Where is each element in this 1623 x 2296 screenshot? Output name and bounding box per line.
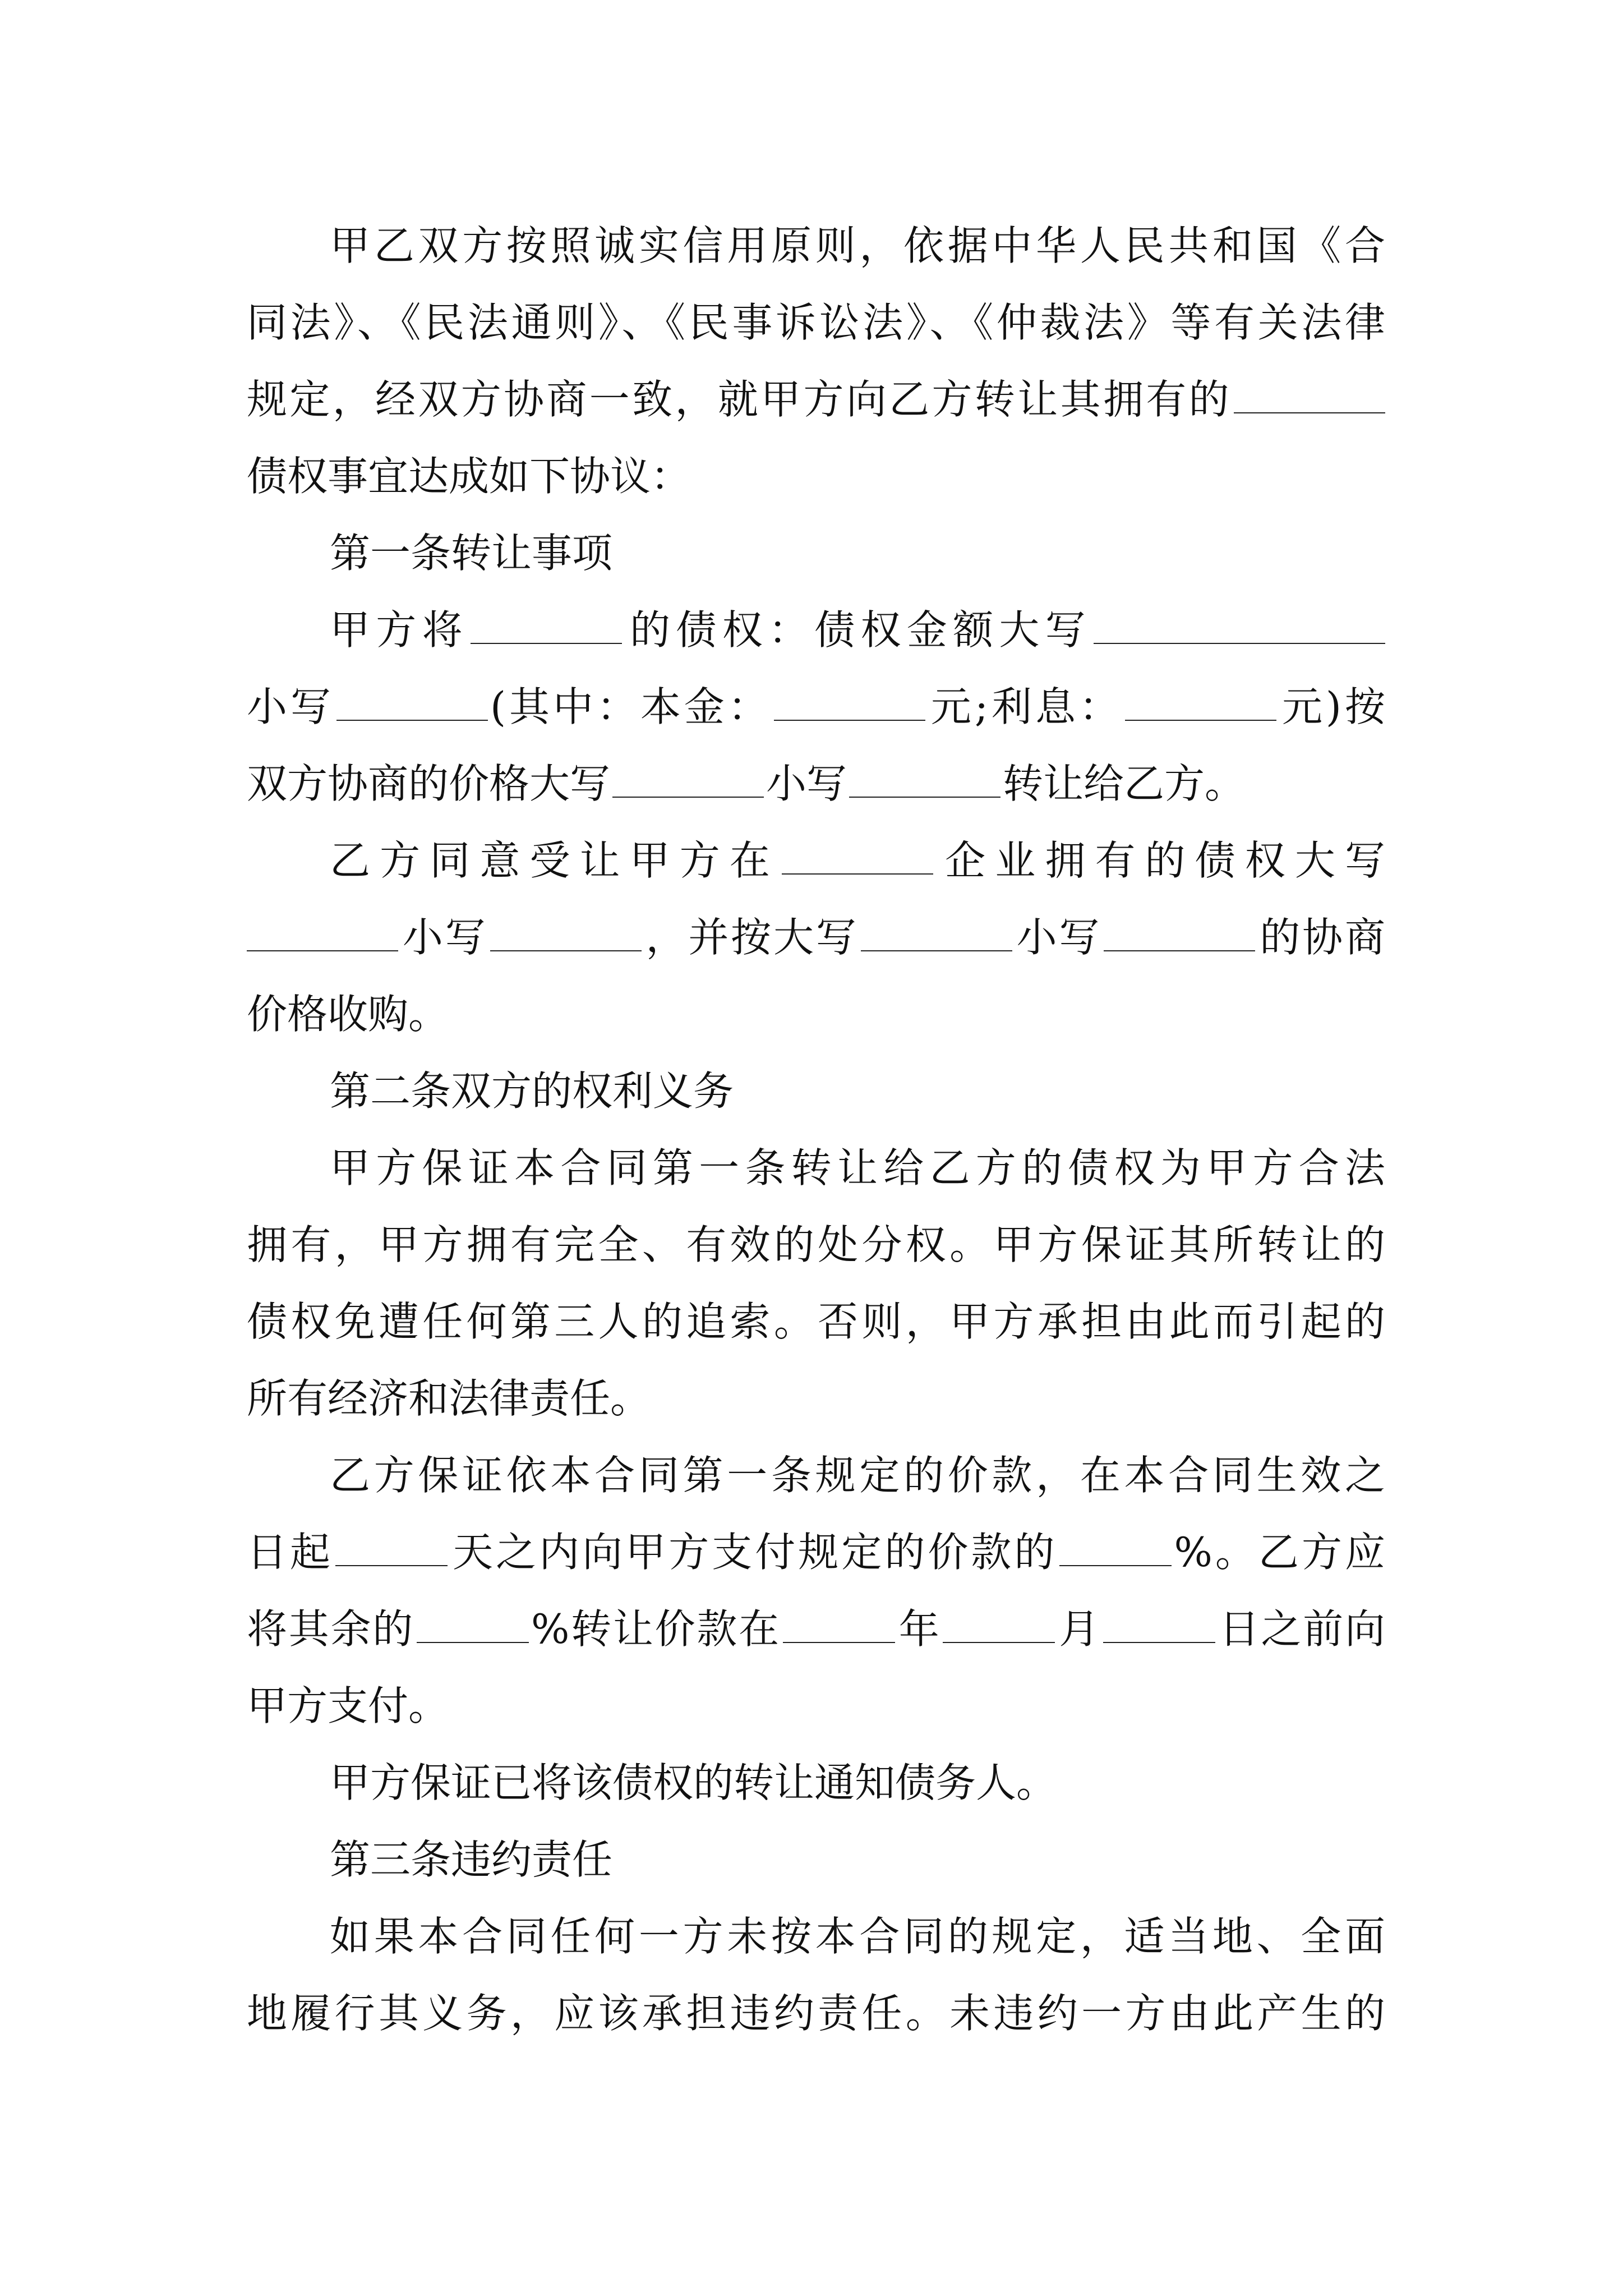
blank-field[interactable] xyxy=(1125,679,1276,721)
intro-line-3: 规定，经双方协商一致，就甲方向乙方转让其拥有的 xyxy=(247,361,1385,438)
article2-p3: 甲方保证已将该债权的转让通知债务人。 xyxy=(330,1759,1057,1806)
article1-p1-line-1: 甲方将 的债权：债权金额大写 xyxy=(247,592,1385,669)
article2-p2-line-3: 将其余的 %转让价款在 年 月 日之前向 xyxy=(247,1591,1385,1668)
blank-field[interactable] xyxy=(336,679,488,721)
article3-title: 第三条违约责任 xyxy=(330,1836,613,1883)
article2-p2-line-2: 日起 天之内向甲方支付规定的价款的 %。乙方应 xyxy=(247,1514,1385,1591)
article2-p1-line-1: 甲方保证本合同第一条转让给乙方的债权为甲方合法 xyxy=(330,1144,1385,1191)
blank-field[interactable] xyxy=(774,679,925,721)
article2-p2-line-4: 甲方支付。 xyxy=(247,1682,449,1729)
article1-title: 第一条转让事项 xyxy=(330,530,613,577)
blank-field[interactable] xyxy=(335,1525,448,1566)
article1-p2-line-2: 小写 ，并按大写 小写 的协商 xyxy=(247,899,1385,976)
article2-p1-line-2: 拥有，甲方拥有完全、有效的处分权。甲方保证其所转让的 xyxy=(247,1221,1385,1268)
blank-field[interactable] xyxy=(1104,910,1255,951)
article1-p2-line-3: 价格收购。 xyxy=(247,991,449,1038)
intro-line-2: 同法》、《民法通则》、《民事诉讼法》、《仲裁法》等有关法律 xyxy=(247,299,1385,346)
blank-field[interactable] xyxy=(849,756,1000,798)
blank-field[interactable] xyxy=(1234,372,1385,413)
intro-line-1: 甲乙双方按照诚实信用原则，依据中华人民共和国《合 xyxy=(330,222,1385,269)
article1-p2-line-1: 乙方同意受让甲方在 企业拥有的债权大写 xyxy=(247,822,1385,899)
blank-field[interactable] xyxy=(490,910,642,951)
article1-p1-line-3: 双方协商的价格大写 小写 转让给乙方。 xyxy=(247,746,1385,822)
article2-p1-line-4: 所有经济和法律责任。 xyxy=(247,1375,651,1422)
blank-field[interactable] xyxy=(1103,1602,1215,1643)
blank-field[interactable] xyxy=(1059,1525,1172,1566)
blank-field[interactable] xyxy=(783,1602,895,1643)
blank-field[interactable] xyxy=(417,1602,529,1643)
article2-p1-line-3: 债权免遭任何第三人的追索。否则，甲方承担由此而引起的 xyxy=(247,1298,1385,1345)
document-page xyxy=(247,208,1385,2052)
blank-field[interactable] xyxy=(861,910,1012,951)
blank-field[interactable] xyxy=(1094,602,1385,644)
blank-field[interactable] xyxy=(247,910,398,951)
article2-title: 第二条双方的权利义务 xyxy=(330,1068,734,1115)
blank-field[interactable] xyxy=(471,602,622,644)
blank-field[interactable] xyxy=(943,1602,1055,1643)
article1-p1-line-2: 小写 (其中：本金： 元;利息： 元)按 xyxy=(247,669,1385,746)
intro-line-4: 债权事宜达成如下协议： xyxy=(247,453,691,500)
article2-p2-line-1: 乙方保证依本合同第一条规定的价款，在本合同生效之 xyxy=(330,1452,1385,1499)
article3-p1-line-1: 如果本合同任何一方未按本合同的规定，适当地、全面 xyxy=(330,1913,1385,1960)
blank-field[interactable] xyxy=(612,756,764,798)
article3-p1-line-2: 地履行其义务，应该承担违约责任。未违约一方由此产生的 xyxy=(247,1990,1385,2037)
blank-field[interactable] xyxy=(782,833,933,875)
